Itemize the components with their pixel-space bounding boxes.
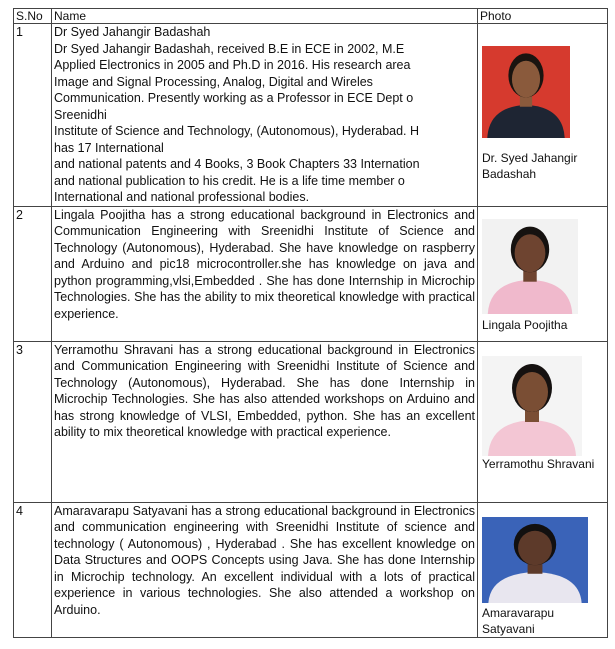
bio-text bbox=[52, 341, 478, 502]
bio-line: Communication. Presently working as a Professor in ECE Dept o bbox=[54, 91, 414, 105]
photo-caption: Yerramothu Shravani bbox=[482, 456, 595, 471]
serial-number: 2 bbox=[14, 206, 52, 341]
photo-cell bbox=[478, 502, 608, 637]
bio-paragraph: Amaravarapu Satyavani has a strong educational background in Electronics and communication engineering with Sreenidhi Institute of science and technology ( Autonomous) , Hyderabad . She has excellent knowledge on Data Structures and OOPS Concepts using Java. She has done Internship in Microchip technology. An excellent individual with a lots of practical experience in various technologies. She also attended a workshop on Arduino. bbox=[54, 503, 475, 617]
header-sno: S.No bbox=[14, 9, 52, 24]
table-row bbox=[14, 341, 608, 502]
serial-number: 3 bbox=[14, 341, 52, 502]
photo-caption: Lingala Poojitha bbox=[482, 317, 568, 332]
bio-text bbox=[52, 206, 478, 341]
photo-cell bbox=[478, 24, 608, 207]
bio-line: Institute of Science and Technology, (Autonomous), Hyderabad. H bbox=[54, 124, 420, 138]
photo-cell bbox=[478, 341, 608, 502]
header-photo: Photo bbox=[478, 9, 608, 24]
table-row bbox=[14, 24, 608, 207]
photo-caption: Dr. Syed Jahangir Badashah bbox=[482, 151, 578, 181]
bio-line: and national publication to his credit. He is a life time member o bbox=[54, 173, 405, 188]
bio-line: Sreenidhi bbox=[54, 107, 107, 122]
portrait-photo bbox=[482, 46, 570, 138]
bio-text bbox=[52, 502, 478, 637]
face bbox=[512, 61, 540, 98]
bio-paragraph: Yerramothu Shravani has a strong educational background in Electronics and Communication Engineering with Sreenidhi Institute of Science and Technology (Autonomous), Hyderabad. She has done Internship in Microchip Technologies. She has also attended workshops on Arduino and has strong knowledge of VLSI, Embedded, python. She has an excellent ability to mix theoretical knowledge with practical experience. bbox=[54, 342, 475, 439]
bio-line: Applied Electronics in 2005 and Ph.D in 2016. His research area bbox=[54, 58, 411, 72]
members-table bbox=[13, 8, 608, 638]
bio-line: Dr Syed Jahangir Badashah, received B.E in ECE in 2002, M.E bbox=[54, 41, 405, 56]
portrait-photo bbox=[482, 517, 588, 603]
serial-number: 4 bbox=[14, 502, 52, 637]
header-name: Name bbox=[52, 9, 478, 24]
bio-line: has 17 International bbox=[54, 140, 164, 155]
photo-cell bbox=[478, 206, 608, 341]
bio-line: and national patents and 4 Books, 3 Book Chapters 33 Internation bbox=[54, 157, 420, 171]
portrait-photo bbox=[482, 219, 578, 314]
table-row bbox=[14, 502, 608, 637]
face bbox=[516, 372, 548, 412]
bio-text bbox=[52, 24, 478, 207]
bio-line: Dr Syed Jahangir Badashah bbox=[54, 25, 211, 39]
bio-line: International and national professional bodies. bbox=[54, 190, 310, 204]
bio-paragraph: Lingala Poojitha has a strong educational background in Electronics and Communication Engineering with Sreenidhi Institute of Science and Technology (Autonomous), Hyderabad. She have knowledge on raspberry and Arduino and pic18 microcontroller.she has knowledge on java and python programming,vlsi,Embedded . She has done Internship in Microchip Technologies. She has the ability to mix theoretical knowledge with practical experience. bbox=[54, 207, 475, 321]
header-row bbox=[14, 9, 608, 24]
bio-line: Image and Signal Processing, Analog, Digital and Wireles bbox=[54, 74, 373, 89]
face bbox=[518, 530, 552, 564]
portrait-photo bbox=[482, 356, 582, 456]
face bbox=[515, 234, 546, 272]
table-row bbox=[14, 206, 608, 341]
serial-number: 1 bbox=[14, 24, 52, 207]
photo-caption: Amaravarapu Satyavani bbox=[482, 605, 555, 636]
